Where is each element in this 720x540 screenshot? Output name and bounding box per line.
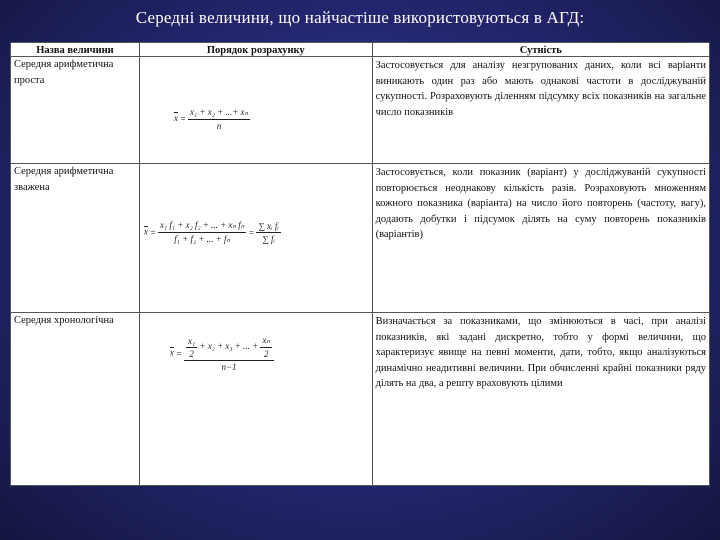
- formula-numerator: [184, 335, 274, 361]
- row-description: Застосовується, коли показник (варіант) у досліджуваній сукупності повторюється неоднакову кількість разів. Розраховують множенням кожного показника (варіанта) на число його повторень (частоту, вагу), додають добутки і підсумок ділять на суму повторень показників (варіантів): [372, 164, 709, 313]
- row-name: Середня арифметична проста: [11, 57, 140, 164]
- row-name: Середня хронологічна: [11, 313, 140, 486]
- formula-denominator: n−1: [221, 362, 237, 372]
- formula-first-term: x₁: [188, 335, 196, 346]
- header-formula: Порядок розрахунку: [139, 43, 372, 57]
- formula-numerator: x₁ f₁ + x₂ f₂ + ... + xₙ fₙ: [158, 220, 246, 233]
- formula-simple: $\overline{x}$ = $\frac{\text{x₁ + x₂ + ...+ xₙ}}{n}$: [173, 107, 249, 131]
- formula-weighted: $\overline{x}$ = $\frac{\text{x₁ f₁ + x₂ f₂ + ... + xₙ fₙ}}{\text{f₁ + f₂ + ... + fₙ}}$ = $\frac{\text{∑ xᵢ fᵢ}}{\text{∑ fᵢ}}$: [143, 220, 279, 244]
- formula-numerator: x₁ + x₂ + ...+ xₙ: [188, 107, 250, 120]
- slide-title: Середні величини, що найчастіше використовуються в АГД:: [135, 8, 585, 27]
- table-row: [11, 313, 710, 486]
- formula-lhs: $\overline{x}$: [169, 347, 174, 358]
- formula-last-term: xₙ: [260, 335, 272, 348]
- formula-last-term-divisor: 2: [263, 349, 269, 359]
- formula-denominator: f₁ + f₂ + ... + fₙ: [174, 234, 231, 244]
- header-name: Назва величини: [11, 43, 140, 57]
- formula-first-term-divisor: 2: [189, 348, 194, 359]
- formula-sum-denominator: ∑ fᵢ: [262, 234, 275, 244]
- row-formula: [139, 313, 372, 486]
- averages-table: [10, 42, 710, 486]
- table-header-row: [11, 43, 710, 57]
- formula-sum-numerator: ∑ xᵢ fᵢ: [258, 221, 279, 231]
- row-formula: [139, 164, 372, 313]
- formula-middle-terms: + x₂ + x₃ + ... +: [199, 341, 259, 352]
- header-essence: Сутність: [372, 43, 709, 57]
- table-row: [11, 164, 710, 313]
- row-formula: [139, 57, 372, 164]
- row-description: Визначається за показниками, що змінюються в часі, при аналізі показників, які задані дискретно, тобто у формі величини, що характеризує явище на певні моменти, дати, тобто, якщо аналізуються динамічно неадитивні величини. При обчисленні крайні показники ряду ділять на два, а решту враховують цілими: [372, 313, 709, 486]
- formula-chronological: $\overline{x}$ = $\frac{\text{x₁}}{2}$ + x₂ + x₃ + ... + $\frac{\text{xₙ}}{2}$ n−1: [140, 335, 402, 372]
- formula-lhs: $\overline{x}$: [143, 226, 148, 237]
- row-description: Застосовується для аналізу незгрупованих даних, коли всі варіанти виникають один раз або мають однакові частоти в досліджуваній сукупності. Розраховують діленням підсумку всіх показників на загальне число показників: [372, 57, 709, 164]
- table-row: [11, 57, 710, 164]
- formula-denominator: n: [216, 121, 222, 131]
- formula-lhs: $\overline{x}$: [173, 113, 178, 124]
- row-name: Середня арифметична зважена: [11, 164, 140, 313]
